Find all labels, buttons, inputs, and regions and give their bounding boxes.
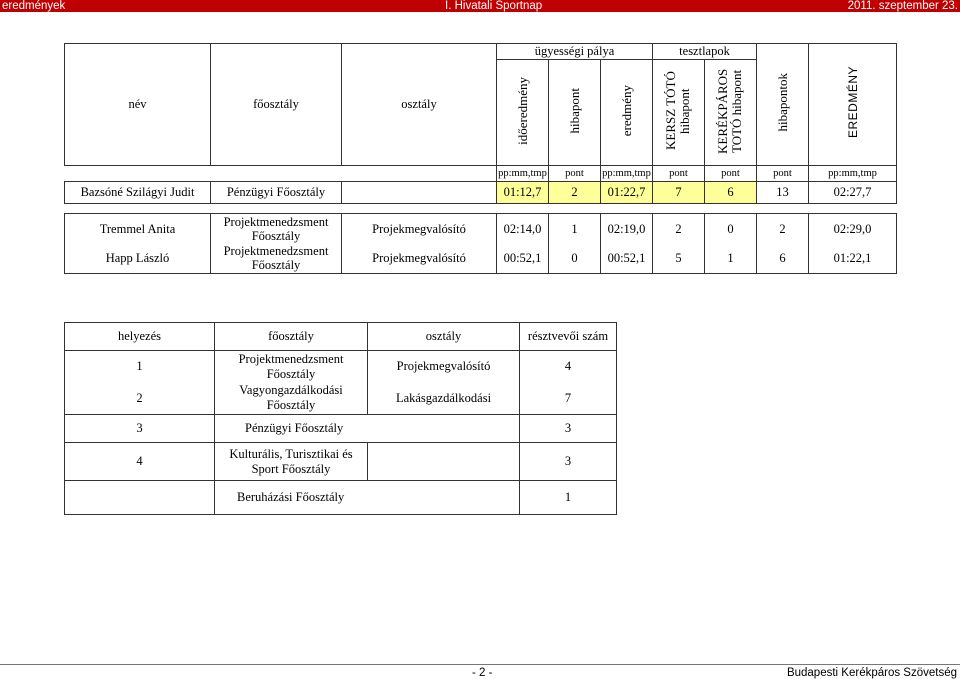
cell-place: 3 (65, 415, 215, 443)
cell-dept: Projekmegvalósító (342, 244, 497, 274)
col-header-penalties: hibapontok (757, 44, 809, 166)
col-header-dept: osztály (368, 323, 520, 351)
header-center-text: I. Hivatali Sportnap (445, 0, 543, 12)
cell-name: Tremmel Anita (65, 214, 211, 244)
list-item (65, 415, 617, 443)
cell-main-dept: Projektmenedzsment Főosztály (215, 351, 368, 383)
cell-time: 00:52,1 (497, 244, 549, 274)
standings-table (64, 322, 617, 515)
cell-name: Bazsóné Szilágyi Judit (65, 182, 211, 204)
cell-name: Happ László (65, 244, 211, 274)
col-header-penalty: hibapont (549, 60, 601, 166)
cell-result: 02:19,0 (601, 214, 653, 244)
spacer-row (65, 204, 897, 214)
table-row (65, 244, 897, 274)
cell-main-dept: Projektmenedzsment Főosztály (211, 244, 342, 274)
cell-place: 1 (65, 351, 215, 383)
cell-count: 7 (520, 383, 617, 415)
cell-final: 02:29,0 (809, 214, 897, 244)
col-header-main-dept: főosztály (211, 44, 342, 166)
cell-place: 4 (65, 443, 215, 481)
col-header-kerekparos: KERÉKPÁROS TOTÓ hibapont (705, 60, 757, 166)
cell-kersz: 7 (653, 182, 705, 204)
cell-kerekparos: 6 (705, 182, 757, 204)
cell-main-dept: Kulturális, Turisztikai és Sport Főosztály (215, 443, 368, 481)
cell-count: 1 (520, 481, 617, 515)
cell-penalty: 2 (549, 182, 601, 204)
col-header-name: név (65, 44, 211, 166)
units-row (65, 166, 897, 182)
page-header (0, 0, 960, 12)
list-item (65, 383, 617, 415)
unit-penalties: pont (757, 166, 809, 182)
cell-main-dept: Pénzügyi Főosztály (211, 182, 342, 204)
cell-place: 2 (65, 383, 215, 415)
group-header-test: tesztlapok (653, 44, 757, 60)
cell-count: 3 (520, 415, 617, 443)
results-table (64, 43, 897, 274)
cell-main-dept: Vagyongazdálkodási Főosztály (215, 383, 368, 415)
col-header-main-dept: főosztály (215, 323, 368, 351)
list-item (65, 443, 617, 481)
cell-count: 4 (520, 351, 617, 383)
col-header-count: résztvevői szám (520, 323, 617, 351)
cell-place (65, 481, 215, 515)
cell-dept: Lakásgazdálkodási (368, 383, 520, 415)
table-row (65, 182, 897, 204)
col-header-time: időeredmény (497, 60, 549, 166)
cell-dept: Projekmegvalósító (368, 351, 520, 383)
cell-result: 00:52,1 (601, 244, 653, 274)
cell-result: 01:22,7 (601, 182, 653, 204)
cell-main-dept: Beruházási Főosztály (215, 481, 520, 515)
cell-dept (368, 443, 520, 481)
cell-kerekparos: 1 (705, 244, 757, 274)
cell-penalties: 13 (757, 182, 809, 204)
cell-kersz: 2 (653, 214, 705, 244)
header-right-text: 2011. szeptember 23. (847, 0, 958, 12)
list-item (65, 351, 617, 383)
standings-header-row (65, 323, 617, 351)
cell-time: 01:12,7 (497, 182, 549, 204)
page-number: - 2 - (472, 667, 493, 679)
col-header-kersz: KERSZ TÓTÓ hibapont (653, 60, 705, 166)
header-left-text: eredmények (2, 0, 66, 12)
cell-penalties: 6 (757, 244, 809, 274)
cell-penalties: 2 (757, 214, 809, 244)
cell-main-dept: Pénzügyi Főosztály (215, 415, 520, 443)
cell-count: 3 (520, 443, 617, 481)
col-header-dept: osztály (342, 44, 497, 166)
cell-time: 02:14,0 (497, 214, 549, 244)
unit-final: pp:mm,tmp (809, 166, 897, 182)
table-row (65, 214, 897, 244)
unit-kerekparos: pont (705, 166, 757, 182)
cell-kerekparos: 0 (705, 214, 757, 244)
unit-kersz: pont (653, 166, 705, 182)
group-header-skill: ügyességi pálya (497, 44, 653, 60)
unit-time: pp:mm,tmp (497, 166, 549, 182)
col-header-place: helyezés (65, 323, 215, 351)
col-header-result: eredmény (601, 60, 653, 166)
cell-penalty: 0 (549, 244, 601, 274)
col-header-final: EREDMÉNY (809, 44, 897, 166)
footer-org: Budapesti Kerékpáros Szövetség (786, 667, 957, 679)
list-item (65, 481, 617, 515)
group-header-row (65, 44, 897, 60)
cell-kersz: 5 (653, 244, 705, 274)
cell-final: 02:27,7 (809, 182, 897, 204)
cell-dept (342, 182, 497, 204)
page-footer (0, 664, 960, 679)
unit-penalty: pont (549, 166, 601, 182)
cell-penalty: 1 (549, 214, 601, 244)
unit-result: pp:mm,tmp (601, 166, 653, 182)
cell-final: 01:22,1 (809, 244, 897, 274)
cell-main-dept: Projektmenedzsment Főosztály (211, 214, 342, 244)
cell-dept: Projekmegvalósító (342, 214, 497, 244)
